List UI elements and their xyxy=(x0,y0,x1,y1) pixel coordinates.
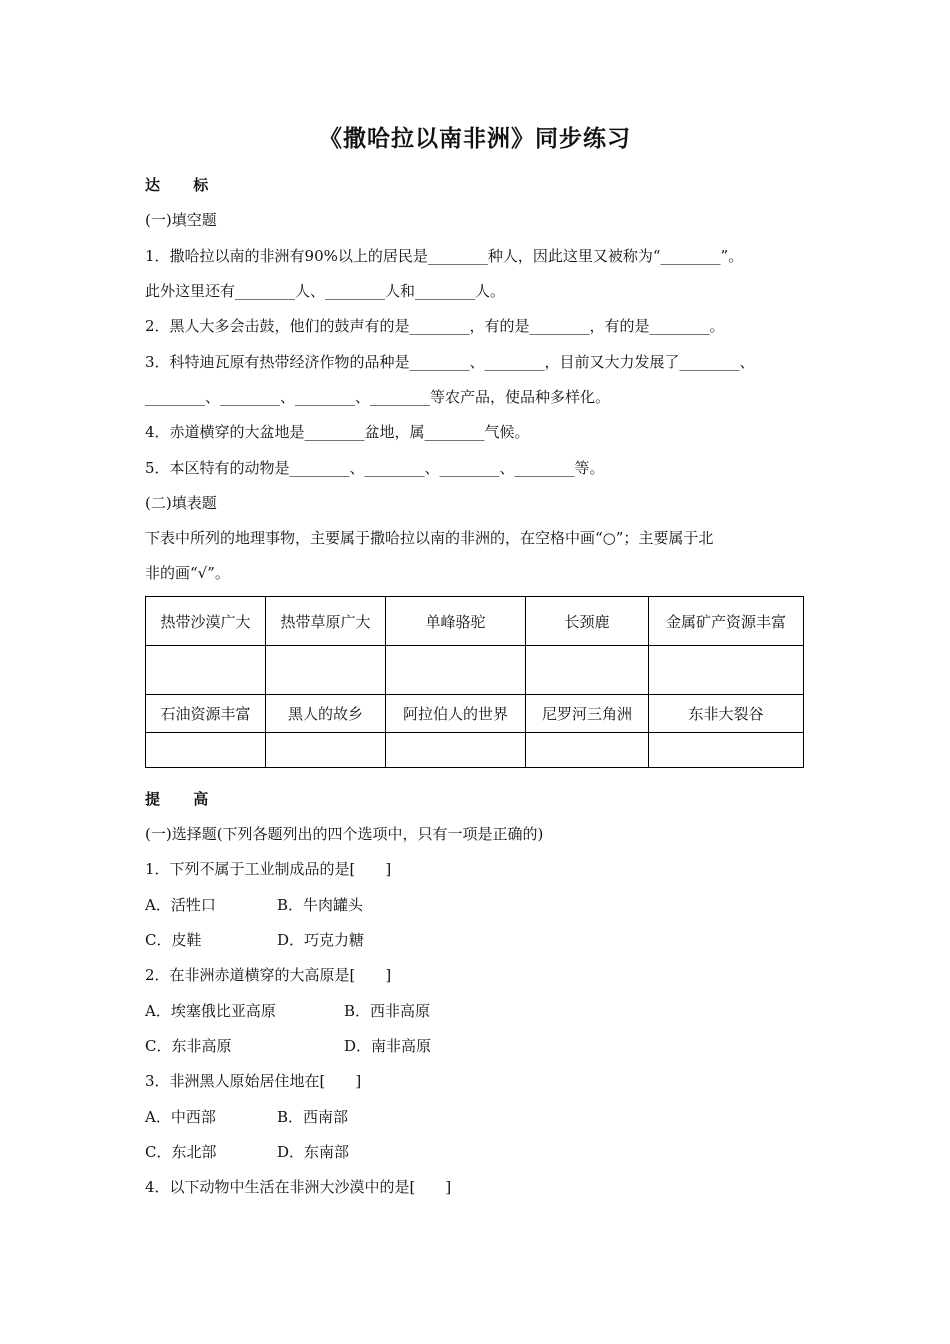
table-instructions: 下表中所列的地理事物，主要属于撒哈拉以南的非洲的，在空格中画“○”；主要属于北 xyxy=(145,529,714,547)
option-c: C．皮鞋 xyxy=(145,931,202,949)
question-line: 4．赤道横穿的大盆地是________盆地，属________气候。 xyxy=(145,423,530,441)
answer-cell[interactable] xyxy=(526,646,649,695)
answer-cell[interactable] xyxy=(146,733,266,768)
option-d: D．东南部 xyxy=(277,1143,350,1161)
part-title-fill-table: (二)填表题 xyxy=(145,494,217,512)
option-c: C．东北部 xyxy=(145,1143,217,1161)
option-b: B．牛肉罐头 xyxy=(277,896,364,914)
answer-cell[interactable] xyxy=(266,733,386,768)
section-heading-dabiao: 达 标 xyxy=(145,176,223,194)
option-b: B．西非高原 xyxy=(344,1002,431,1020)
question-line: 1．撒哈拉以南的非洲有90%以上的居民是________种人，因此这里又被称为“________”。 xyxy=(145,247,744,265)
table-row-answer xyxy=(146,646,804,695)
option-b: B．西南部 xyxy=(277,1108,349,1126)
table-cell: 尼罗河三角洲 xyxy=(526,695,649,733)
question-line: 5．本区特有的动物是________、________、________、________等。 xyxy=(145,459,605,477)
table-cell: 长颈鹿 xyxy=(526,597,649,646)
question-line: 此外这里还有________人、________人和________人。 xyxy=(145,282,506,300)
option-d: D．巧克力糖 xyxy=(277,931,365,949)
table-cell: 石油资源丰富 xyxy=(146,695,266,733)
question-stem: 4．以下动物中生活在非洲大沙漠中的是[ ] xyxy=(145,1178,452,1196)
option-a: A．埃塞俄比亚高原 xyxy=(145,1002,276,1020)
geography-table xyxy=(145,596,804,768)
question-line: 3．科特迪瓦原有热带经济作物的品种是________、________，目前又大力发展了________、 xyxy=(145,353,755,371)
question-line: 2．黑人大多会击鼓，他们的鼓声有的是________，有的是________，有的是________。 xyxy=(145,317,725,335)
answer-cell[interactable] xyxy=(649,733,804,768)
table-cell: 单峰骆驼 xyxy=(386,597,526,646)
answer-cell[interactable] xyxy=(526,733,649,768)
table-cell: 热带沙漠广大 xyxy=(146,597,266,646)
page-title: 《撒哈拉以南非洲》同步练习 xyxy=(319,126,631,152)
question-stem: 1．下列不属于工业制成品的是[ ] xyxy=(145,860,392,878)
option-a: A．活牲口 xyxy=(145,896,216,914)
question-stem: 3．非洲黑人原始居住地在[ ] xyxy=(145,1072,362,1090)
table-row xyxy=(146,695,804,733)
table-cell: 阿拉伯人的世界 xyxy=(386,695,526,733)
answer-cell[interactable] xyxy=(386,646,526,695)
part-title-fill-blank: (一)填空题 xyxy=(145,211,217,229)
answer-cell[interactable] xyxy=(146,646,266,695)
question-stem: 2．在非洲赤道横穿的大高原是[ ] xyxy=(145,966,392,984)
table-row-answer xyxy=(146,733,804,768)
table-cell: 金属矿产资源丰富 xyxy=(649,597,804,646)
table-row xyxy=(146,597,804,646)
answer-cell[interactable] xyxy=(649,646,804,695)
table-cell: 热带草原广大 xyxy=(266,597,386,646)
question-line: ________、________、________、________等农产品，使品种多样化。 xyxy=(145,388,611,406)
answer-cell[interactable] xyxy=(386,733,526,768)
section-heading-tigao: 提 高 xyxy=(145,790,223,808)
option-d: D．南非高原 xyxy=(344,1037,432,1055)
option-c: C．东非高原 xyxy=(145,1037,232,1055)
option-a: A．中西部 xyxy=(145,1108,216,1126)
table-cell: 东非大裂谷 xyxy=(649,695,804,733)
answer-cell[interactable] xyxy=(266,646,386,695)
table-instructions: 非的画“√”。 xyxy=(145,564,230,582)
table-cell: 黑人的故乡 xyxy=(266,695,386,733)
part-title-multiple-choice: (一)选择题(下列各题列出的四个选项中，只有一项是正确的) xyxy=(145,825,544,843)
